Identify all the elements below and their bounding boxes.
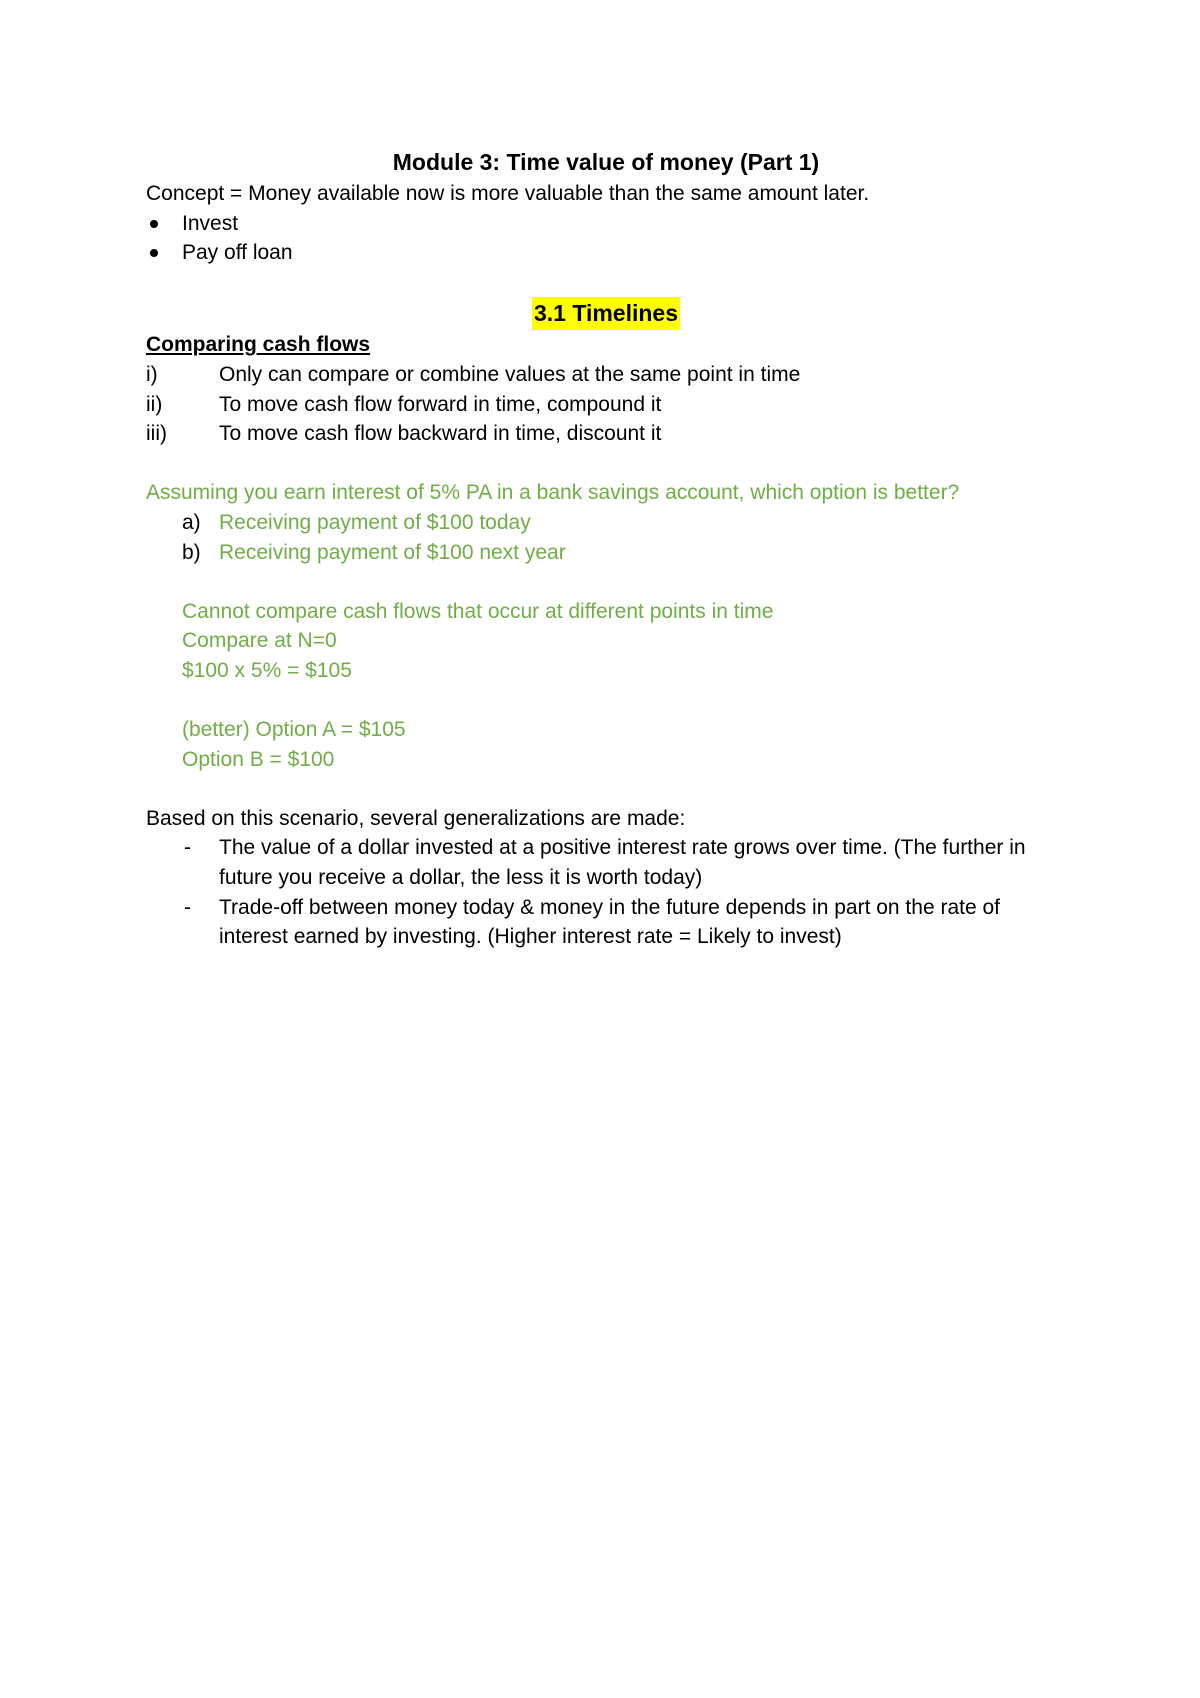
generalization-text: Trade-off between money today & money in the future depends in part on the rate of interest earned by investing. (Higher interest rate = Likely to invest): [219, 895, 1000, 949]
option-label: b): [182, 540, 201, 564]
concept-line: Concept = Money available now is more valuable than the same amount later.: [146, 182, 870, 205]
page-title: Module 3: Time value of money (Part 1): [392, 149, 820, 175]
item-text: Only can compare or combine values at the same point in time: [219, 362, 801, 386]
question-text: Assuming you earn interest of 5% PA in a bank savings account, which option is better?: [146, 481, 960, 505]
option-item: [146, 508, 1066, 538]
answer-line: $100 x 5% = $105: [182, 658, 352, 682]
generalizations-intro: Based on this scenario, several generalizations are made:: [146, 806, 686, 830]
answer-line: Option B = $100: [182, 747, 335, 771]
document-content: [146, 146, 1066, 952]
bullet-text: Pay off loan: [182, 241, 293, 265]
answer-line: Cannot compare cash flows that occur at different points in time: [182, 599, 774, 623]
concept-bullet-item: [146, 238, 1066, 268]
dash-marker: -: [184, 836, 191, 860]
generalization-text: The value of a dollar invested at a positive interest rate grows over time. (The further in future you receive a dollar, the less it is worth today): [219, 836, 1026, 890]
option-item: [146, 538, 1066, 568]
comparing-heading: Comparing cash flows: [146, 333, 371, 357]
item-number: iii): [146, 422, 167, 446]
bullet-text: Invest: [182, 211, 239, 235]
item-number: i): [146, 362, 158, 386]
numbered-item: [146, 390, 1066, 420]
generalization-item: [146, 893, 1066, 952]
section-heading-wrap: [146, 297, 1066, 330]
numbered-item: [146, 360, 1066, 390]
option-label: a): [182, 510, 201, 534]
item-number: ii): [146, 392, 163, 416]
section-heading: 3.1 Timelines: [532, 297, 680, 330]
bullet-icon: [150, 220, 158, 228]
generalization-item: [146, 833, 1066, 892]
option-text: Receiving payment of $100 next year: [219, 540, 566, 564]
dash-marker: -: [184, 895, 191, 919]
answer-line: (better) Option A = $105: [182, 718, 406, 742]
numbered-item: [146, 419, 1066, 449]
concept-bullet-item: [146, 209, 1066, 239]
answer-line: Compare at N=0: [182, 629, 337, 653]
item-text: To move cash flow backward in time, discount it: [219, 422, 662, 446]
bullet-icon: [150, 249, 158, 257]
item-text: To move cash flow forward in time, compound it: [219, 392, 662, 416]
option-text: Receiving payment of $100 today: [219, 510, 531, 534]
